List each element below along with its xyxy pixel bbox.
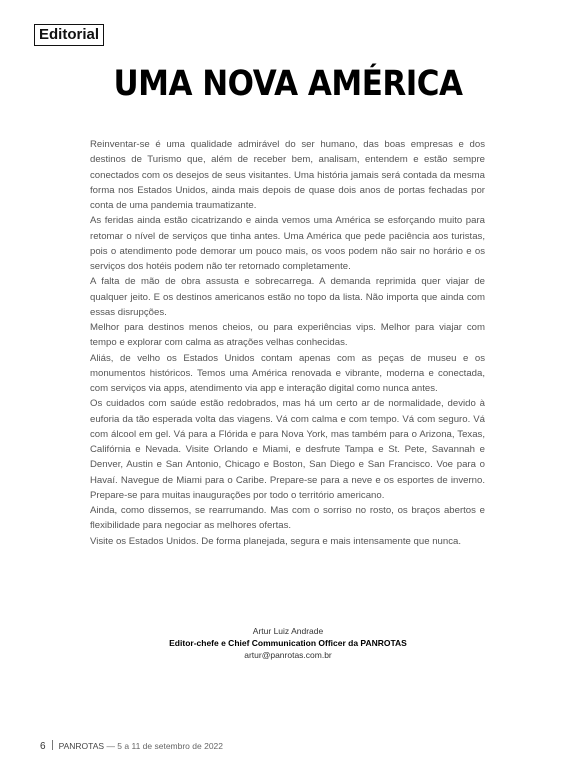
page-number: 6 bbox=[40, 741, 46, 752]
page-footer bbox=[40, 740, 223, 752]
headline: UMA NOVA AMÉRICA bbox=[113, 63, 463, 105]
paragraph: Aliás, de velho os Estados Unidos contam apenas com as peças de museu e os monumentos históricos. Temos uma América renovada e vibrante, moderna e conectada, com serviços via apps, atendimento via app e interação digital como nunca antes. bbox=[90, 352, 485, 394]
footer-divider bbox=[52, 740, 53, 750]
paragraph: Reinventar-se é uma qualidade admirável do ser humano, das boas empresas e dos destinos de Turismo que, além de receber bem, analisam, entendem e estão sempre conectados com os desejos de seus visitantes. Uma história jamais será contada da mesma forma nos Estados Unidos, ainda mais depois de quase dois anos de portas fechadas por conta de uma pandemia traumatizante. bbox=[90, 139, 485, 211]
author-email[interactable]: artur@panrotas.com.br bbox=[244, 650, 332, 660]
issue-date: — 5 a 11 de setembro de 2022 bbox=[106, 741, 223, 751]
author-name: Artur Luiz Andrade bbox=[252, 626, 324, 636]
paragraph: Os cuidados com saúde estão redobrados, mas há um certo ar de normalidade, devido à euforia da tão esperada volta das viagens. Vá com calma e com tempo. Vá com seguro. Vá com álcool em gel. Vá para a Flórida e para Nova York, mas também para o Arizona, Texas, Califórnia e Nevada. Visite Orlando e Miami, e desfrute Tampa e St. Pete, Savannah e Denver, Austin e San Antonio, Chicago e Boston, San Diego e San Francisco. Voe para o Havaí. Navegue de Miami para o Caribe. Prepare-se para a neve e os esportes de inverno. Prepare-se para muitas inaugurações por todo o território americano. bbox=[90, 398, 485, 501]
paragraph: A falta de mão de obra assusta e sobrecarrega. A demanda reprimida quer viajar de qualquer jeito. E os destinos americanos estão no topo da lista. Não importa que ainda com essas disrupções. bbox=[90, 276, 485, 318]
publication-name: PANROTAS bbox=[58, 741, 105, 751]
paragraph: Melhor para destinos menos cheios, ou para experiências vips. Melhor para viajar com tempo e explorar com calma as atrações velhas conhecidas. bbox=[90, 322, 485, 349]
section-tag: Editorial bbox=[34, 24, 104, 46]
author-signature bbox=[0, 625, 576, 661]
author-role: Editor-chefe e Chief Communication Officer da PANROTAS bbox=[169, 638, 407, 648]
article-body bbox=[90, 137, 485, 549]
paragraph: Visite os Estados Unidos. De forma planejada, segura e mais intensamente que nunca. bbox=[90, 535, 461, 547]
paragraph: As feridas ainda estão cicatrizando e ainda vemos uma América se esforçando muito para retomar o nível de serviços que tinha antes. Uma América que pede paciência aos turistas, pois o atendimento pode demorar um pouco mais, os voos podem não sair no horário e os serviços dos hotéis podem não ter retornado completamente. bbox=[90, 215, 485, 272]
paragraph: Ainda, como dissemos, se rearrumando. Mas com o sorriso no rosto, os braços abertos e flexibilidade para negociar as melhores ofertas. bbox=[90, 505, 485, 532]
